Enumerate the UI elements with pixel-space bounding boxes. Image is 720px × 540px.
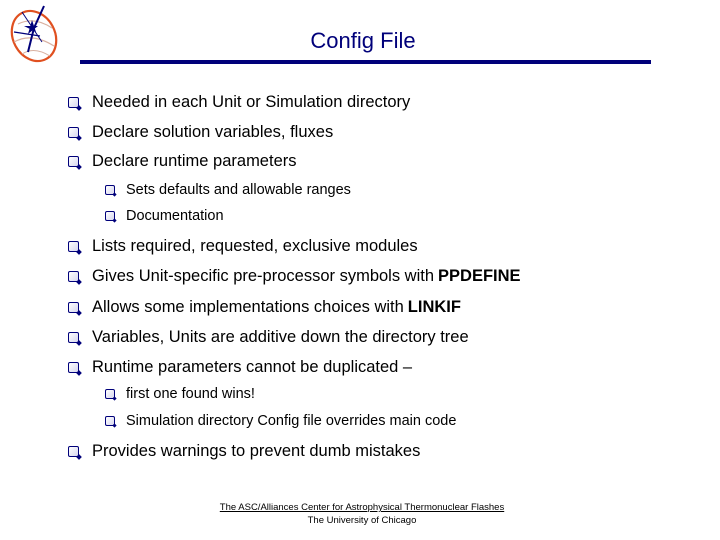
list-item-text: Declare runtime parameters <box>92 152 297 170</box>
list-item-text: Documentation <box>126 208 224 224</box>
list-item-text: Runtime parameters cannot be duplicated – <box>92 358 413 376</box>
list-item-text: Simulation directory Config file overrides main code <box>126 413 457 429</box>
footer-university: The University of Chicago <box>307 515 417 526</box>
list-item-text: Needed in each Unit or Simulation directory <box>92 93 411 111</box>
sub-list-item <box>105 413 456 429</box>
footer <box>0 501 720 527</box>
bullet-icon <box>68 156 79 167</box>
list-item <box>68 237 418 256</box>
bullet-icon <box>105 389 115 399</box>
slide-title: Config File <box>310 28 416 53</box>
list-item <box>68 358 412 377</box>
keyword-linkif: LINKIF <box>407 298 461 316</box>
sub-list-item <box>105 386 255 402</box>
list-item <box>68 93 410 112</box>
list-item-text: Allows some implementations choices with <box>92 298 404 316</box>
footer-center-name: The ASC/Alliances Center for Astrophysical Thermonuclear Flashes <box>219 502 505 513</box>
bullet-icon <box>68 127 79 138</box>
list-item-text: Declare solution variables, fluxes <box>92 123 334 141</box>
list-item <box>68 298 461 317</box>
bullet-icon <box>105 211 115 221</box>
list-item-text: Sets defaults and allowable ranges <box>126 182 351 198</box>
bullet-icon <box>68 332 79 343</box>
list-item <box>68 123 333 142</box>
list-item-text: Variables, Units are additive down the directory tree <box>92 328 469 346</box>
list-item-text: first one found wins! <box>126 386 255 402</box>
bullet-icon <box>68 97 79 108</box>
sub-list-item <box>105 208 224 224</box>
bullet-icon <box>105 185 115 195</box>
bullet-icon <box>68 446 79 457</box>
bullet-icon <box>105 416 115 426</box>
list-item <box>68 152 297 171</box>
list-item-text: Lists required, requested, exclusive modules <box>92 237 418 255</box>
list-item-text: Provides warnings to prevent dumb mistakes <box>92 442 421 460</box>
list-item <box>68 267 521 286</box>
bullet-icon <box>68 302 79 313</box>
list-item <box>68 442 420 461</box>
bullet-icon <box>68 362 79 373</box>
keyword-ppdefine: PPDEFINE <box>438 267 521 285</box>
list-item <box>68 328 469 347</box>
bullet-icon <box>68 241 79 252</box>
sub-list-item <box>105 182 351 198</box>
bullet-icon <box>68 271 79 282</box>
list-item-text: Gives Unit-specific pre-processor symbols with <box>92 267 435 285</box>
